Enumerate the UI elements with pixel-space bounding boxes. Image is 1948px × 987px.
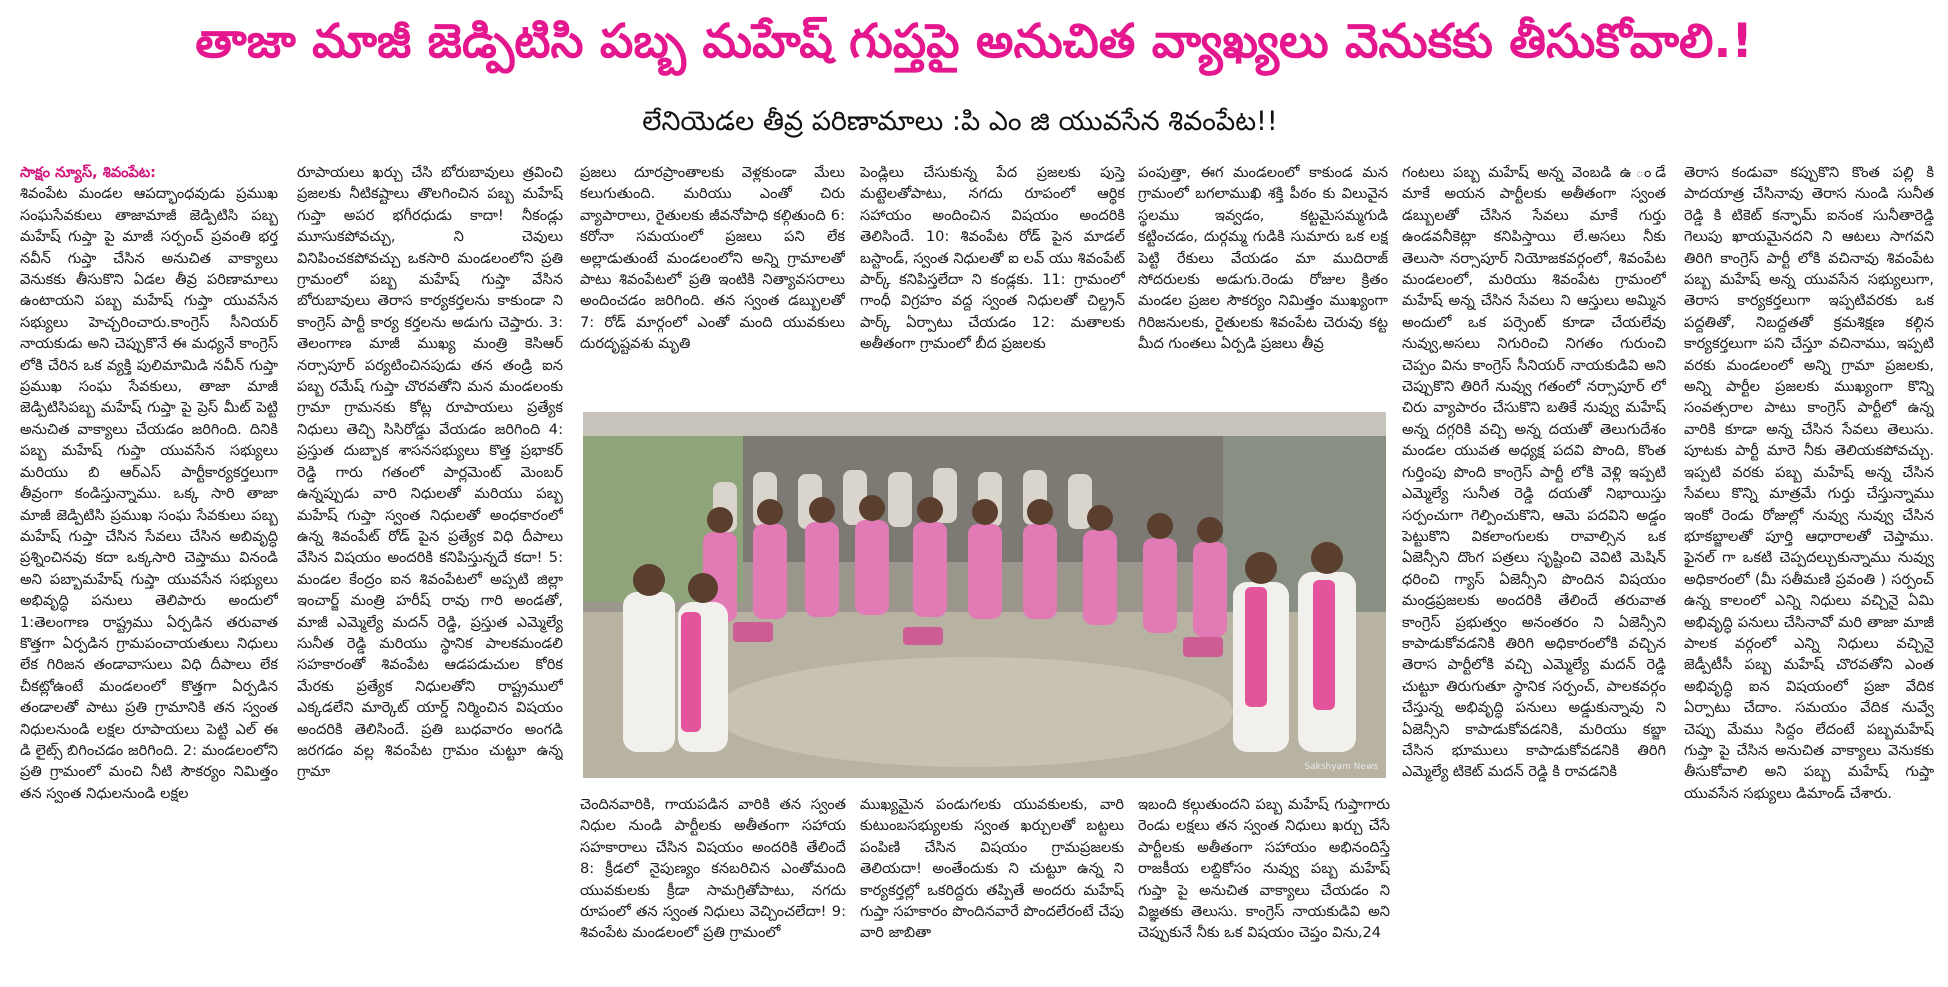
article-bottom-column-1: చెందినవారికి, గాయపడిన వారికి తన స్వంత నిధుల నుండి పార్టీలకు అతీతంగా సహాయ సహకారాలు చేసిన విషయం అందరికి తేలిందే 8: క్రీడలో నైపుణ్యం కనబరిచిన ఎంతోమంది యువకులకు క్రీడా సామగ్రితోపాటు, నగదు రూపంలో తన స్వంత నిధులు వెచ్చించలేదా! 9: శివంపేట మండలంలో ప్రతి గ్రామంలో bbox=[580, 796, 846, 942]
article-column-3: ప్రజలు దూరప్రాంతాలకు వెళ్లకుండా మేలు కలుగుతుంది. మరియు ఎంతో చిరు వ్యాపారాలు, రైతులకు జీవనోపాధి కల్గితుంది 6: కరోనా సమయంలో ప్రజలు పని లేక అల్లాడుతుంటే మండలంలోని అన్ని గ్రామాలతో పాటు శివంపేటలో ప్రతి ఇంటికి నిత్యావసరాలు అందించడం జరిగింది. తన స్వంత డబ్బులతో 7: రోడ్ మార్గంలో ఎంతో మంది యువకులు దురదృష్టవశు మృతి bbox=[580, 164, 845, 353]
headline: తాజా మాజీ జెడ్పిటిసి పబ్బ మహేష్ గుప్తపై అనుచిత వ్యాఖ్యలు వెనుకకు తీసుకోవాలి.! bbox=[195, 14, 1753, 69]
article-column-6: గంటలు పబ్బ మహేష్ అన్న వెంబడి ఉ ండే మాకే అయన పార్టీలకు అతీతంగా స్వంత డబ్బులతో చేసిన సేవలు మాకే గుర్తు ఉండవనీకెట్లా కనిపిస్తాయి లే.అసలు నీకు తెలుసా నర్సాపూర్ నియోజకవర్గంలో, శివంపేట మండలంలో, మరియు శివంపేట గ్రామంలో మహేష్ అన్న చేసిన సేవలు ని ఆస్తులు అమ్మిన అందులో ఒక పర్సెంట్ కూడా చేయలేవు నువ్వు,అసలు నిగురించి నిగతం గురుంచి చెప్పం విను కాంగ్రెస్ సీనియర్ నాయకుడివి అని చెప్పుకొని తిరిగే నువ్వు గతంలో నర్సాపూర్ లో చిరు వ్యాపారం చేసుకొని బతికే నువ్వు మహేష్ అన్న దగ్గరికి వచ్చి అన్న దయతో తెలుగుదేశం మండల యువత అధ్యక్ష పదవి పొంది, కొంత గుర్తింపు పొంది కాంగ్రెస్ పార్టీ లోకి వెళ్లి ఇప్పటి ఎమ్మెల్యే సునీత రెడ్డి దయతో నిభాయిస్తు సర్పంచుగా గెల్పించుకొని, ఆమె పదవిని అడ్డం పెట్టుకొని వికలాంగులకు రావాల్సిన ఒక ఏజెన్సీని దొంగ పత్రలు సృష్టించి వెవిటి మెషిన్ ధరించి గ్యాస్ ఏజెన్సీని పొందిన విషయం మండ్రప్రజలకు అందరికి తేలిందే తరువాత కాంగ్రెస్ ప్రభుత్వం అనంతరం ని ఏజెన్సీని కాపాడుకోవడనికి తిరిగి అధికారంలోకి వచ్చిన తెరాస పార్టీలోకి వచ్చి ఎమ్మెల్యే మదన్ రెడ్డి చుట్టూ తిరుగుతూ స్థానిక సర్పంచ్, పాలకవర్గం చేస్తున్న అభివృద్ధి పనులు అడ్డుకున్నావు ని ఏజెన్సీని కాపాడుకోవడనికి, మరియు కబ్జా చేసిన భూములు కాపాడుకోవడనికి తిరిగి ఎమ్మెల్యే టికెట్ మదన్ రెడ్డి కి రావడనికి bbox=[1402, 164, 1666, 781]
photo-illustration bbox=[583, 412, 1386, 778]
dateline: సాక్షం న్యూస్, శివంపేట: bbox=[20, 164, 156, 181]
article-column-4: పెండ్లిలు చేసుకున్న పేద ప్రజలకు పుస్తె మట్టెలతోపాటు, నగదు రూపంలో ఆర్థిక సహాయం అందించిన విషయం అందరికి తెలిసిందే. 10: శివంపేట రోడ్ పైన మాడల్ బస్టాండ్, స్వంత నిధులతో ఐ లవ్ యు శివంపేట్ పార్క్ కనిపిస్తలేదా ని కండ్లకు. 11: గ్రామంలో గాంధీ విగ్రహం వద్ద స్వంత నిధులతో చిల్డ్రన్ పార్క్ ఏర్పాటు చేయడం 12: మతాలకు అతీతంగా గ్రామంలో బీద ప్రజలకు bbox=[860, 164, 1125, 353]
article-column-1 bbox=[20, 162, 278, 982]
news-photo bbox=[583, 412, 1386, 778]
article-column-2: రూపాయలు ఖర్చు చేసి బోరుబావులు త్రవించి ప్రజలకు నీటికష్టాలు తొలగించిన పబ్బ మహేష్ గుప్తా అపర భగీరధుడు కాదా! నీకండ్లు మూసుకపోవచ్చు, ని చెవులు వినిపించకపోవచ్చు ఒకసారి మండలంలోని ప్రతి గ్రామంలో పబ్బ మహేష్ గుప్తా వేసిన బోరుబావులు తెరాస కార్యకర్తలను కాకుండా ని కాంగ్రెస్ పార్టీ కార్య కర్తలను అడుగు చెప్తారు. 3: తెలంగాణ మాజీ ముఖ్య మంత్రి కెసిఆర్ నర్సాపూర్ పర్యటించినపుడు తన తండ్రి ఐన పబ్బ రమేష్ గుప్తా చొరవతోని మన మండలంకు గ్రామా గ్రామనకు కోట్ల రూపాయలు ప్రత్యేక నిధులు తెచ్చి సిసిరోడ్డు వేయడం జరిగింది 4: ప్రస్తుత దుబ్బాక శాసనసభ్యులు కొత్త ప్రభాకర్ రెడ్డి గారు గతంలో పార్లమెంట్ మెంబర్ ఉన్నప్పుడు వారి నిధులతో మరియు పబ్బ మహేష్ గుప్తా స్వంత నిధులతో అంధకారంలో ఉన్న శివంపేట్ రోడ్ పైన ప్రత్యేక విధి దీపాలు వేసిన విషయం అందరికి కనిపిస్తున్నదే కదా! 5: మండల కేంద్రం ఐన శివంపేటలో అప్పటి జిల్లా ఇంచార్జ్ మంత్రి హరీష్ రావు గారి అండతో, మాజీ ఎమ్మెల్యే మదన్ రెడ్డి, ప్రస్తుత ఎమ్మెల్యే సునీత రెడ్డి మరియు స్థానిక పాలకమండలి సహకారంతో శివంపేట ఆడపడుచుల కోరిక మేరకు ప్రత్యేక నిధులతోని రాష్ట్రములో ఎక్కడలేని మార్కెట్ యార్డ్ నిర్మించిన విషయం అందరికి తెలిసిందే. ప్రతి బుధవారం అంగడి జరగడం వల్ల శివంపేట గ్రామం చుట్టూ ఉన్న గ్రామా bbox=[297, 164, 563, 781]
article-bottom-column-3: ఇబంది కల్గుతుందని పబ్బ మహేష్ గుప్తాగారు రెండు లక్షలు తన స్వంత నిధులు ఖర్చు చేసే పార్టీలకు అతీతంగా సహాయం అభినందిస్తే రాజకీయ లబ్దికోసం నువ్వు పబ్బ మహేష్ గుప్తా పై అనుచిత వాక్యాలు చేయడం ని విజ్ఞతకు తెలుసు. కాంగ్రెస్ నాయకుడివి అని చెప్పుకునే నీకు ఒక విషయం చెప్తం విను,24 bbox=[1138, 796, 1390, 942]
article-bottom-column-2: ముఖ్యమైన పండుగలకు యువకులకు, వారి కుటుంబసభ్యులకు స్వంత ఖర్చులతో బట్టలు పంపిణి చేసిన విషయం గ్రామప్రజలకు తెలియదా! అంతేందుకు ని చుట్టూ ఉన్న ని కార్యకర్తల్లో ఒకరిద్దరు తప్పితే అందరు మహేష్ గుప్తా సహకారం పొందినవారే పొందలేరంటే చేపు వారి జాబితా bbox=[860, 796, 1124, 942]
photo-watermark: Sakshyam News bbox=[1304, 762, 1378, 772]
article-text-1: శివంపేట మండల ఆపద్భాంధవుడు ప్రముఖ సంఘసేవకులు తాజామాజీ జెడ్పిటిసి పబ్బ మహేష్ గుప్తా పై మాజీ సర్పంచ్ ప్రవంతి భర్త నవీన్ గుప్తా చేసిన అనుచిత వాక్యాలు వెనుకకు తీసుకొని ఏడల తీవ్ర పరిణామాలు ఉంటాయని పబ్బ మహేష్ గుప్తా యువసేన సభ్యులు హెచ్చరించారు.కాంగ్రెస్ సీనియర్ నాయకుడు అని చెప్పుకొనే ఈ మధ్యనే కాంగ్రెస్ లోకి చేరిన ఒక వ్యక్తి పులిమామిడి నవీన్ గుప్తా ప్రముఖ సంఘ సేవకులు, తాజా మాజీ జెడ్పిటిసిపబ్బ మహేష్ గుప్తా పై ప్రెస్ మీట్ పెట్టి అనుచిత వాక్యాలు చేయడం జరిగింది. దినికి పబ్బ మహేష్ గుప్తా యువసేన సభ్యులు మరియు బి ఆర్ఎస్ పార్టీకార్యకర్తలుగా తీవ్రంగా కండిస్తున్నాము. ఒక్క సారి తాజా మాజీ జెడ్పిటిసి ప్రముఖ సంఘ సేవకులు పబ్బ మహేష్ గుప్తా చేసిన సేవలు చేసిన అబివృద్ధి ప్రశ్నించినవు కదా ఒక్కసారి చెప్తాము వినండి అని పబ్బామహేష్ గుప్తా యువసేన సభ్యులు అభివృద్ధి పనులు తెలిపారు అందులో 1:తెలంగాణ రాష్ట్రము ఏర్పడిన తరువాత కొత్తగా ఏర్పడిన గ్రామపంచాయతులు నిధులు లేక గిరిజన తండావాసులు విధి దీపాలు లేక చీకట్లోఉంటే మండలంలో కొత్తగా ఏర్పడిన తండాలతో పాటు ప్రతి గ్రామానికి తన స్వంత నిధులనుండి లక్షల రూపాయలు పెట్టి ఎల్ ఈ డి లైట్స్ బిగించడం జరిగింది. 2: మండలంలోని ప్రతి గ్రామంలో మంచి నీటి సౌకర్యం నిమిత్తం తన స్వంత నిధులనుండి లక్షల bbox=[20, 185, 278, 802]
article-column-5: పంపుత్తా, ఈగ మండలంలో కాకుండ మన గ్రామంలో బగలాముఖి శక్తి పీఠం కు విలువైన స్థలము ఇవ్వడం, కట్టమైసమ్మగుడి కట్టించడం, దుర్గమ్మ గుడికి సుమారు ఒక లక్ష పెట్టి రేకులు వేయడం మా ముదిరాజ్ సోదరులకు అడుగు.రెండు రోజుల క్రితం మండల ప్రజల సౌకర్యం నిమిత్తం ముఖ్యంగా గిరిజనులకు, రైతులకు శివంపేట చెరువు కట్ట మీద గుంతలు ఏర్పడి ప్రజలు తీవ్ర bbox=[1138, 164, 1388, 353]
subheadline: లేనియెడల తీవ్ర పరిణామాలు :పి ఎం జి యువసేన శివంపేట!! bbox=[642, 106, 1278, 137]
article-column-7: తెరాస కండువా కప్పుకొని కొంత పల్లి కి పాదయాత్ర చేసినావు తెరాస నుండి సునీత రెడ్డి కి టికెట్ కన్ఫామ్ ఐనంక సునీతారెడ్డి గెలుపు ఖాయమైనదని ని ఆటలు సాగవని తిరిగి కాంగ్రెస్ పార్టీ లోకి వచినావు శివంపేట పబ్బ మహేష్ అన్న యువసేన సభ్యులుగా, తెరాస కార్యకర్తలుగా ఇప్పటివరకు ఒక పద్దతితో, నిబద్దతతో క్రమశిక్షణ కల్గిన కార్యకర్తలుగా పని చేస్తూ వచినాము, ఇప్పటి వరకు మండలంలో అన్ని గ్రామా ప్రజలకు, అన్ని పార్టీల ప్రజలకు ముఖ్యంగా కొన్ని సంవత్సరాల పాటు కాంగ్రెస్ పార్టీలో ఉన్న వారికి కూడా అన్న చేసిన సేవలు తెలుసు. పూటకు పార్టీ మారె నీకు తెలియకపోవచ్చు. ఇప్పటి వరకు పబ్బ మహేష్ అన్న చేసిన సేవలు కొన్ని మాత్రమే గుర్తు చేస్తున్నాము ఇంకో రెండు రోజుల్లో నువ్వు నువ్వు చేసిన భూకబ్జాలతో పూర్తి ఆధారాలతో చెప్తాము. ఫైనల్ గా ఒకటి చెప్పదల్చుకున్నాము నువ్వు అధికారంలో (మీ సతీమణి ప్రవంతి ) సర్పంచ్ ఉన్న కాలంలో ఎన్ని నిధులు వచ్చినై ఏమి అభివృద్ధి పనులు చేసినావో మరి తాజా మాజీ పాలక వర్గంలో ఎన్ని నిధులు వచ్చినై జెడ్పీటీసీ పబ్బ మహేష్ చొరవతోని ఎంత అభివృద్ధి ఐన విషయంలో ప్రజా వేదిక ఏర్పాటు చేదాం. సమయం వేదిక నువ్వే చెప్పు మేము సిద్దం లేదంటే పబ్బమహేష్ గుప్తా పై చేసిన అనుచిత వాక్యాలు వెనుకకు తీసుకోవాలి అని పబ్బ మహేష్ గుప్తా యువసేన సభ్యులు డిమాండ్ చేశారు. bbox=[1684, 164, 1934, 802]
